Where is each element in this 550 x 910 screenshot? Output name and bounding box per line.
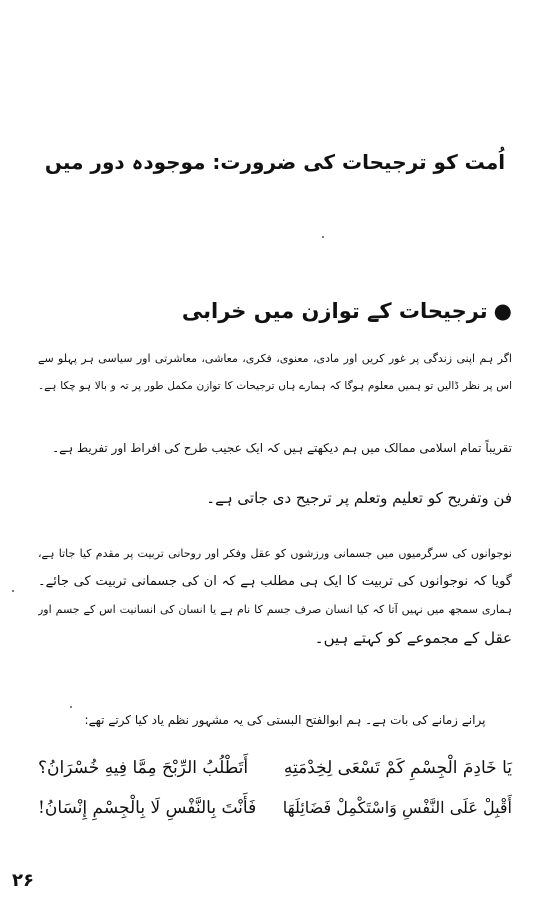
verse-1-second-hemistich: أَتَطْلُبُ الرِّبْحَ مِمَّا فِيهِ خُسْرَانُ؟	[38, 758, 249, 778]
section-heading-text: ترجیحات کے توازن میں خرابی	[181, 299, 488, 323]
verse-row-1	[38, 752, 512, 784]
section-heading	[42, 296, 512, 326]
paragraph-3-line-1: فن وتفریح کو تعلیم وتعلم پر ترجیح دی جاتی ہے۔	[206, 489, 512, 507]
scan-speck	[322, 236, 324, 238]
paragraph-2-line-1: تقریباً تمام اسلامی ممالک میں ہم دیکھتے ہیں کہ ایک عجیب طرح کی افراط اور تفریط ہے۔	[52, 441, 512, 455]
page-number: ۲۶	[12, 870, 34, 891]
verse-row-2	[38, 792, 512, 824]
chapter-title: اُمت کو ترجیحات کی ضرورت: موجودہ دور میں	[44, 150, 506, 174]
paragraph-1-line-2: اس پر نظر ڈالیں تو ہمیں معلوم ہوگا کہ ہمارے ہاں ترجیحات کا توازن مکمل طور پر تہ و بالا ہو چکا ہے۔	[38, 380, 512, 392]
paragraph-4-line-1: نوجوانوں کی سرگرمیوں میں جسمانی ورزشوں کو عقل وفکر اور روحانی تربیت پر مقدم کیا جاتا ہے،	[38, 547, 512, 560]
paragraph-1-line-1: اگر ہم اپنی زندگی پر غور کریں اور مادی، معنوی، فکری، معاشی، معاشرتی اور سیاسی ہر پہلو سے	[38, 352, 512, 365]
verse-2-first-hemistich: أَقْبِلْ عَلَى النَّفْسِ وَاسْتَكْمِلْ فَضَائِلَهَا	[282, 798, 512, 817]
paragraph-4-line-3: ہماری سمجھ میں نہیں آتا کہ کیا انسان صرف جسم کا نام ہے یا انسان کی انسانیت اس کے جسم اور	[38, 603, 512, 616]
scan-speck	[12, 590, 14, 592]
verse-2-second-hemistich: فَأَنْتَ بِالنَّفْسِ لَا بِالْجِسْمِ إِنْسَانُ!	[38, 798, 257, 818]
poem-intro: پرانے زمانے کی بات ہے۔ ہم ابوالفتح البستی کی یہ مشہور نظم یاد کیا کرتے تھے:	[84, 713, 486, 727]
paragraph-4-line-4: عقل کے مجموعے کو کہتے ہیں۔	[314, 629, 512, 647]
verse-1-first-hemistich: يَا خَادِمَ الْجِسْمِ كَمْ تَسْعَى لِخِدْمَتِهِ	[283, 758, 512, 778]
scan-speck	[70, 706, 72, 708]
paragraph-4-line-2: گویا کہ نوجوانوں کی تربیت کا ایک ہی مطلب ہے کہ ان کی جسمانی تربیت کی جائے۔	[38, 574, 512, 589]
bullet-icon: ●	[493, 299, 512, 323]
